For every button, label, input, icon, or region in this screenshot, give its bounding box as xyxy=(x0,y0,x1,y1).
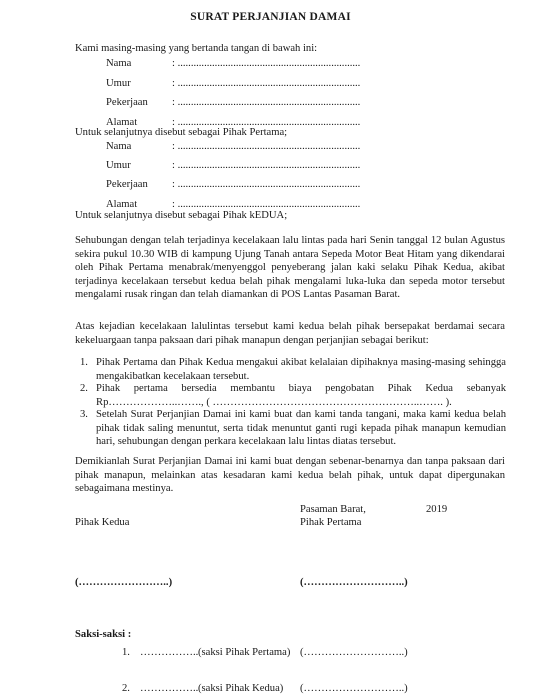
party1-name-label: Nama xyxy=(106,58,132,69)
party1-age-label: Umur xyxy=(106,78,131,89)
party2-address-value: : ..................................................................... xyxy=(172,199,361,210)
witness-2-signature-blank: (………………………..) xyxy=(300,683,408,694)
signature-year: 2019 xyxy=(426,504,448,515)
witness-1-role: (saksi Pihak Pertama) xyxy=(198,647,291,658)
party1-address-label: Alamat xyxy=(106,117,138,128)
pihak-pertama-signature-blank: (………………………..) xyxy=(300,577,408,588)
signature-place: Pasaman Barat, xyxy=(300,504,366,515)
party1-address-value: : ..................................................................... xyxy=(172,117,361,128)
party2-age-value: : ..................................................................... xyxy=(172,160,361,171)
paragraph-incident: Sehubungan dengan telah terjadinya kecelakaan lalu lintas pada hari Senin tanggal 12 bulan Agustus sekira pukul 10.30 WIB di kampung Ujung Tanah antara Sepeda Motor Beat Hitam yang dikendarai oleh Pihak Pertama menabrak/menyenggol penyeberang jalan kaki selaku Pihak Kedua, akibat terjadinya kecelakaan tersebut kedua belah pihak mengalami luka-luka dan sepeda motor tersebut mengalami rusak ringan dan telah diamankan di POS Lantas Pasaman Barat. xyxy=(75,235,505,301)
intro-text: Kami masing-masing yang bertanda tangan di bawah ini: xyxy=(75,43,318,54)
party2-name-label: Nama xyxy=(106,141,132,152)
pihak-kedua-label: Pihak Kedua xyxy=(75,517,130,528)
party2-job-label: Pekerjaan xyxy=(106,179,148,190)
party2-job-value: : ..................................................................... xyxy=(172,179,361,190)
witness-1-name-blank: …………….. xyxy=(140,647,199,658)
party2-caption: Untuk selanjutnya disebut sebagai Pihak kEDUA; xyxy=(75,210,288,221)
pihak-kedua-signature-blank: (……………………..) xyxy=(75,577,173,588)
witnesses-heading: Saksi-saksi : xyxy=(75,629,132,640)
item-3-text: Setelah Surat Perjanjian Damai ini kami buat dan kami tanda tangani, maka kami kedua belah pihak tidak saling menuntut, serta tidak menuntut ganti rugi kepada pihak manapun kemudian hari, sehubungan dengan perkara kecelakaan lalu lintas diatas tersebut. xyxy=(96,409,506,448)
witness-1-signature-blank: (………………………..) xyxy=(300,647,408,658)
item-3-number: 3. xyxy=(80,409,88,420)
document-title: SURAT PERJANJIAN DAMAI xyxy=(190,11,351,23)
party1-caption: Untuk selanjutnya disebut sebagai Pihak Pertama; xyxy=(75,127,288,138)
item-2-number: 2. xyxy=(80,383,88,394)
party1-job-label: Pekerjaan xyxy=(106,97,148,108)
paragraph-agreement: Atas kejadian kecelakaan lalulintas tersebut kami kedua belah pihak bersepakat berdamai secara kekeluargaan tanpa paksaan dari pihak manapun dengan perjanjian sebagai berikut: xyxy=(75,321,505,346)
party1-name-value: : ..................................................................... xyxy=(172,58,361,69)
party2-name-value: : ..................................................................... xyxy=(172,141,361,152)
item-2-text: Pihak pertama bersedia membantu biaya pengobatan Pihak Kedua sebanyak Rp………………..……., ( …………………………………………………..……. ). xyxy=(96,383,506,408)
item-1-number: 1. xyxy=(80,357,88,368)
pihak-pertama-label: Pihak Pertama xyxy=(300,517,362,528)
witness-2-name-blank: …………….. xyxy=(140,683,199,694)
party1-age-value: : ..................................................................... xyxy=(172,78,361,89)
witness-2-role: (saksi Pihak Kedua) xyxy=(198,683,284,694)
party2-age-label: Umur xyxy=(106,160,131,171)
item-1-text: Pihak Pertama dan Pihak Kedua mengakui akibat kelalaian dipihaknya masing-masing sehingga mengakibatkan kecelakaan tersebut. xyxy=(96,357,506,382)
party1-job-value: : ..................................................................... xyxy=(172,97,361,108)
party2-address-label: Alamat xyxy=(106,199,138,210)
witness-2-number: 2. xyxy=(122,683,130,694)
witness-1-number: 1. xyxy=(122,647,130,658)
paragraph-closing: Demikianlah Surat Perjanjian Damai ini kami buat dengan sebenar-benarnya dan tanpa paksaan dari pihak manapun, melainkan atas kesadaran kami kedua belah pihak, untuk dapat dipergunakan sebagaimana mestinya. xyxy=(75,456,505,495)
